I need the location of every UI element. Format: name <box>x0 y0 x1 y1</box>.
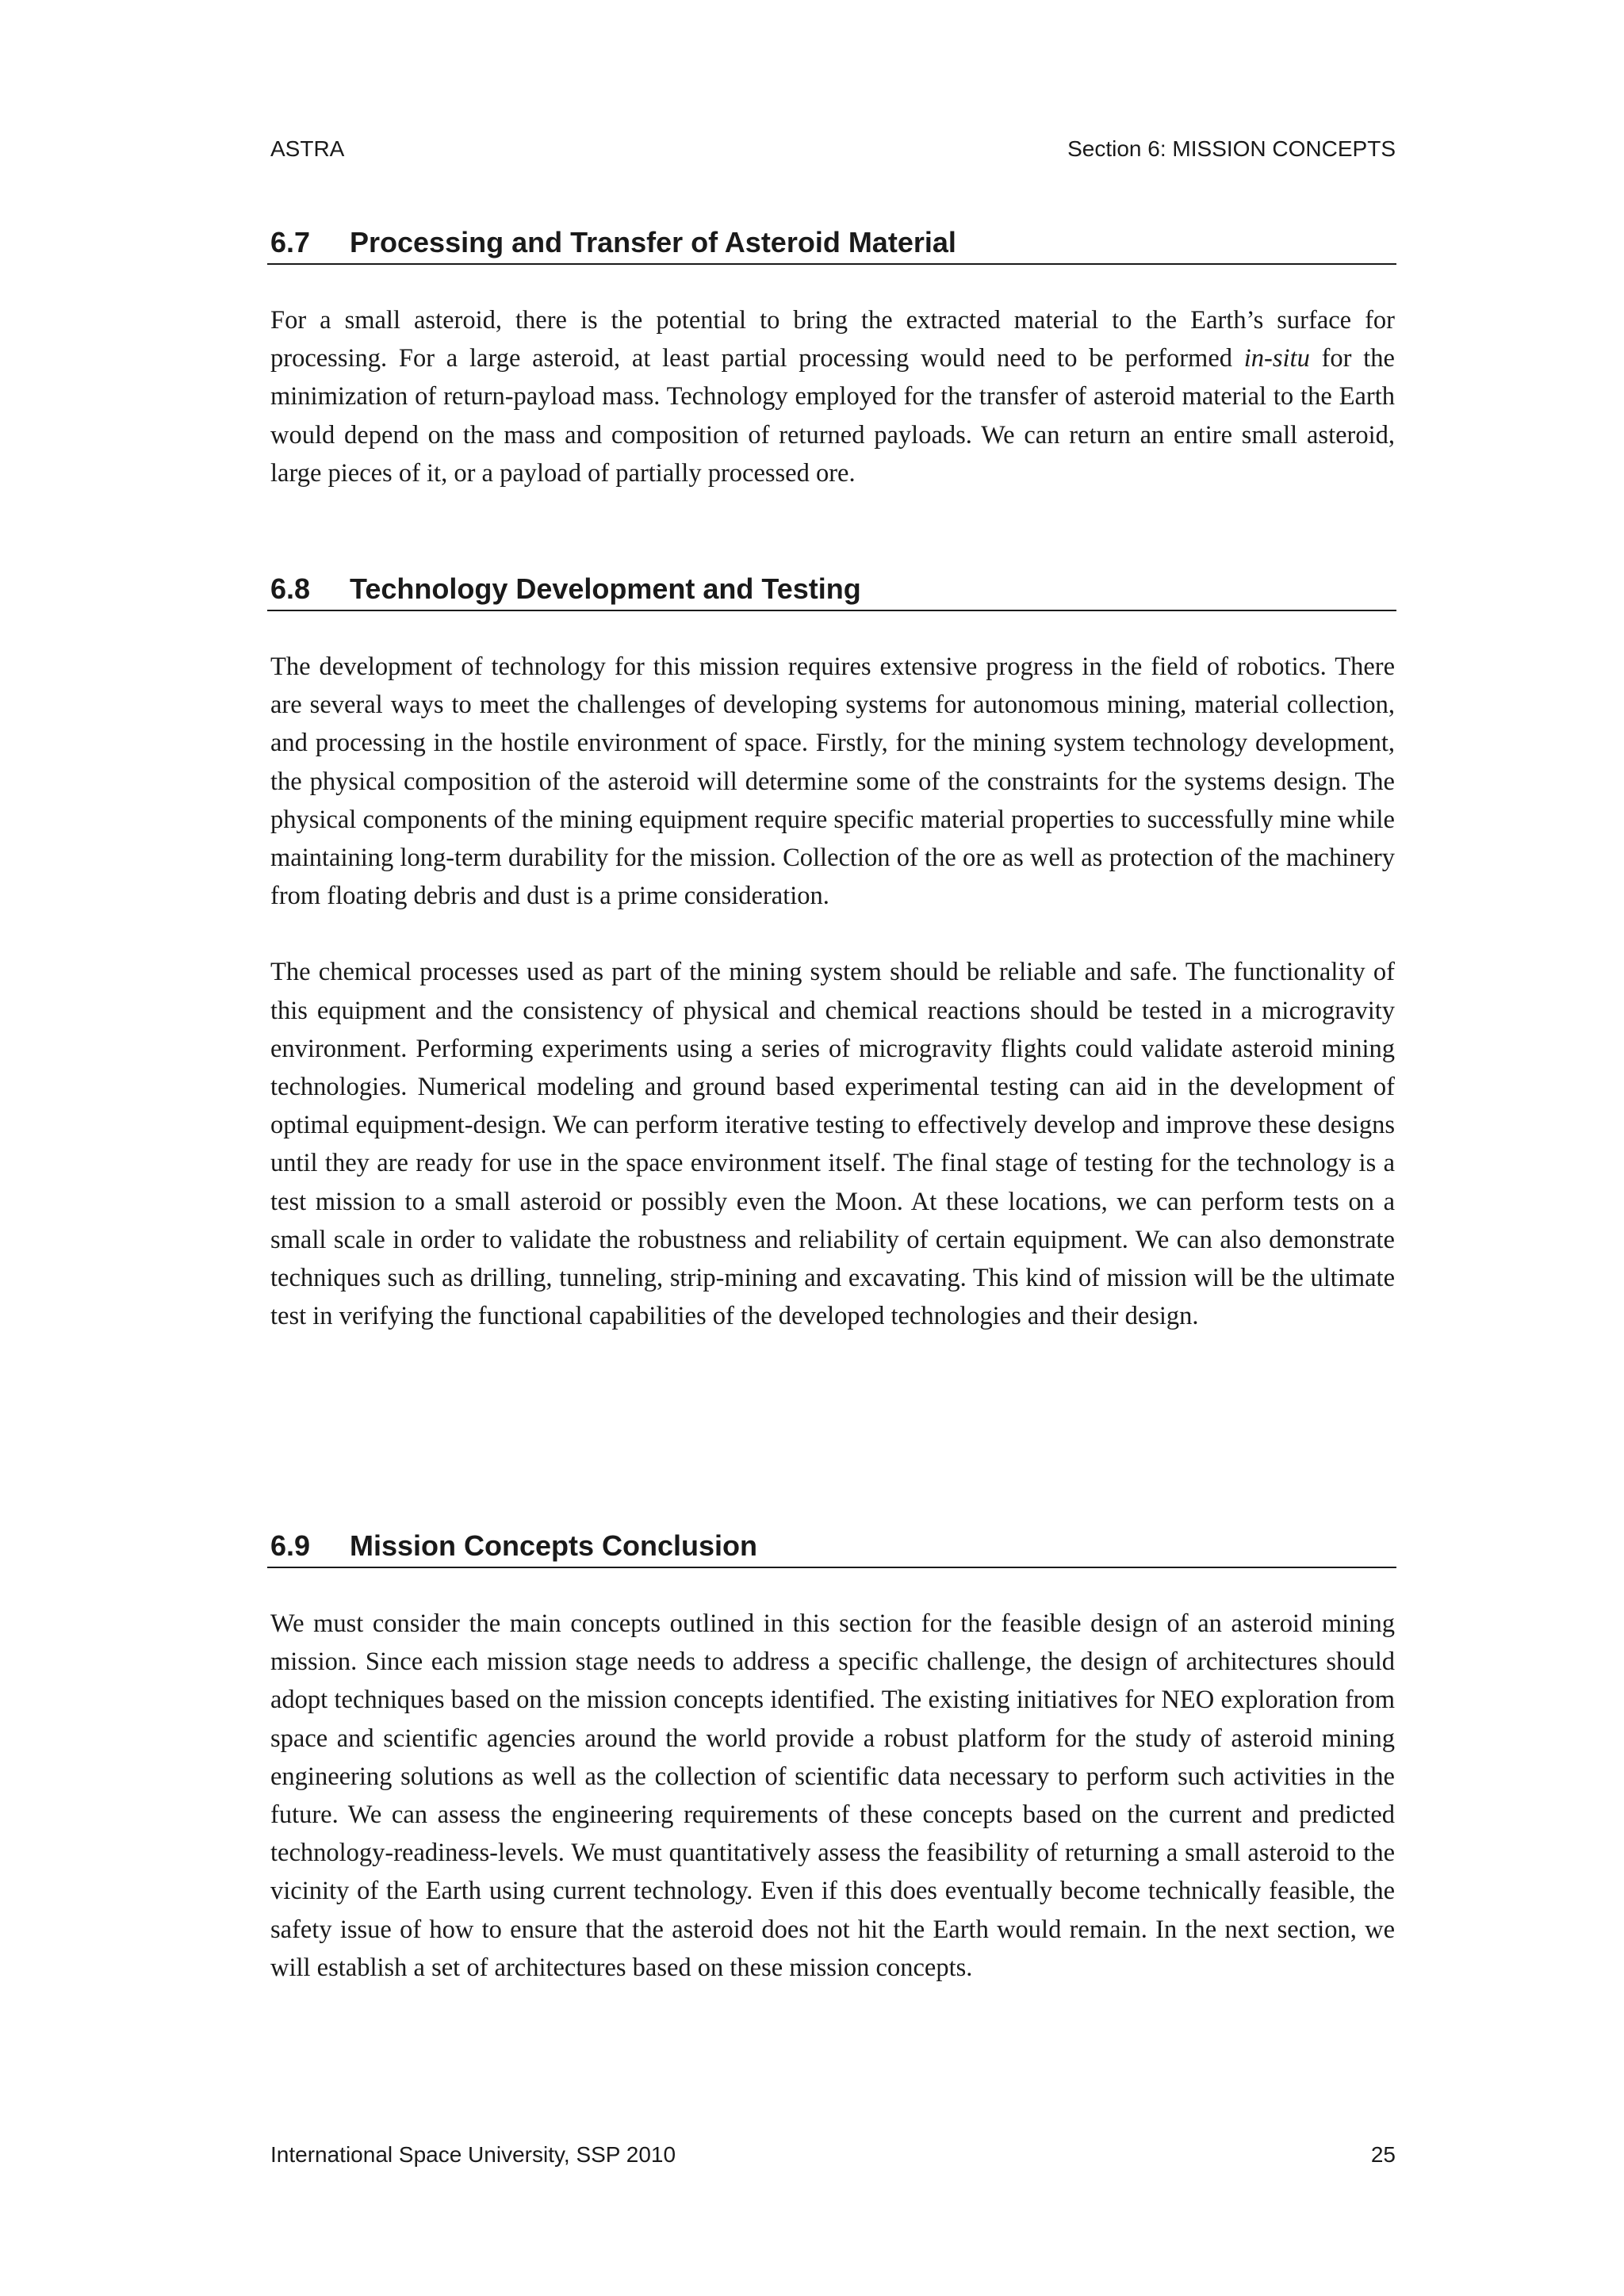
section-heading <box>267 1529 1396 1568</box>
section-title: Processing and Transfer of Asteroid Material <box>350 226 956 258</box>
paragraph-text: for the minimization of return-payload mass. Technology employed for the transfer of asteroid material to the Earth would depend on the mass and composition of returned payloads. We can return an entire small asteroid, large pieces of it, or a payload of partially processed ore. <box>270 344 1395 488</box>
footer-left-text: International Space University, SSP 2010 <box>270 2142 676 2167</box>
paragraph: The chemical processes used as part of the mining system should be reliable and safe. The functionality of this equipment and the consistency of physical and chemical reactions should be tested in a microgravity environment. Performing experiments using a series of microgravity flights could validate asteroid mining technologies. Numerical modeling and ground based experimental testing can aid in the development of optimal equipment-design. We can perform iterative testing to effectively develop and improve these designs until they are ready for use in the space environment itself. The final stage of testing for the technology is a test mission to a small asteroid or possibly even the Moon. At these locations, we can perform tests on a small scale in order to validate the robustness and reliability of certain equipment. We can also demonstrate techniques such as drilling, tunneling, strip-mining and excavating. This kind of mission will be the ultimate test in verifying the functional capabilities of the developed technologies and their design. <box>270 958 1395 1331</box>
paragraph-text: For a small asteroid, there is the potential to bring the extracted material to the Earth’s surface for processing. For a large asteroid, at least partial processing would need to be performed <box>270 306 1395 373</box>
paragraph: The development of technology for this mission requires extensive progress in the field of robotics. There are several ways to meet the challenges of developing systems for autonomous mining, material collection, and processing in the hostile environment of space. Firstly, for the mining system technology development, the physical composition of the asteroid will determine some of the constraints for the systems design. The physical components of the mining equipment require specific material properties to successfully mine while maintaining long-term durability for the mission. Collection of the ore as well as protection of the machinery from floating debris and dust is a prime consideration. <box>270 652 1395 911</box>
section-title: Technology Development and Testing <box>350 572 861 605</box>
section-title: Mission Concepts Conclusion <box>350 1529 758 1562</box>
section-6-8 <box>267 572 1396 1335</box>
paragraph <box>267 301 1396 492</box>
header-right-text: Section 6: MISSION CONCEPTS <box>1067 136 1396 161</box>
section-number: 6.9 <box>270 1529 311 1562</box>
page-number: 25 <box>1370 2142 1396 2167</box>
header-left-text: ASTRA <box>270 136 345 161</box>
section-6-9 <box>267 1529 1396 1987</box>
paragraph: We must consider the main concepts outlined in this section for the feasible design of an asteroid mining mission. Since each mission stage needs to address a specific challenge, the design of architectures should adopt techniques based on the mission concepts identified. The existing initiatives for NEO exploration from space and scientific agencies around the world provide a robust platform for the study of asteroid mining engineering solutions as well as the collection of scientific data necessary to perform such activities in the future. We can assess the engineering requirements of these concepts based on the current and predicted technology-readiness-levels. We must quantitatively assess the feasibility of returning a small asteroid to the vicinity of the Earth using current technology. Even if this does eventually become technically feasible, the safety issue of how to ensure that the asteroid does not hit the Earth would remain. In the next section, we will establish a set of architectures based on these mission concepts. <box>270 1609 1395 1982</box>
section-heading <box>267 225 1396 265</box>
section-6-7 <box>267 225 1396 492</box>
paragraph-italic-term: in-situ <box>1243 344 1310 373</box>
section-number: 6.8 <box>270 572 311 605</box>
section-heading <box>267 572 1396 611</box>
section-number: 6.7 <box>270 226 311 258</box>
